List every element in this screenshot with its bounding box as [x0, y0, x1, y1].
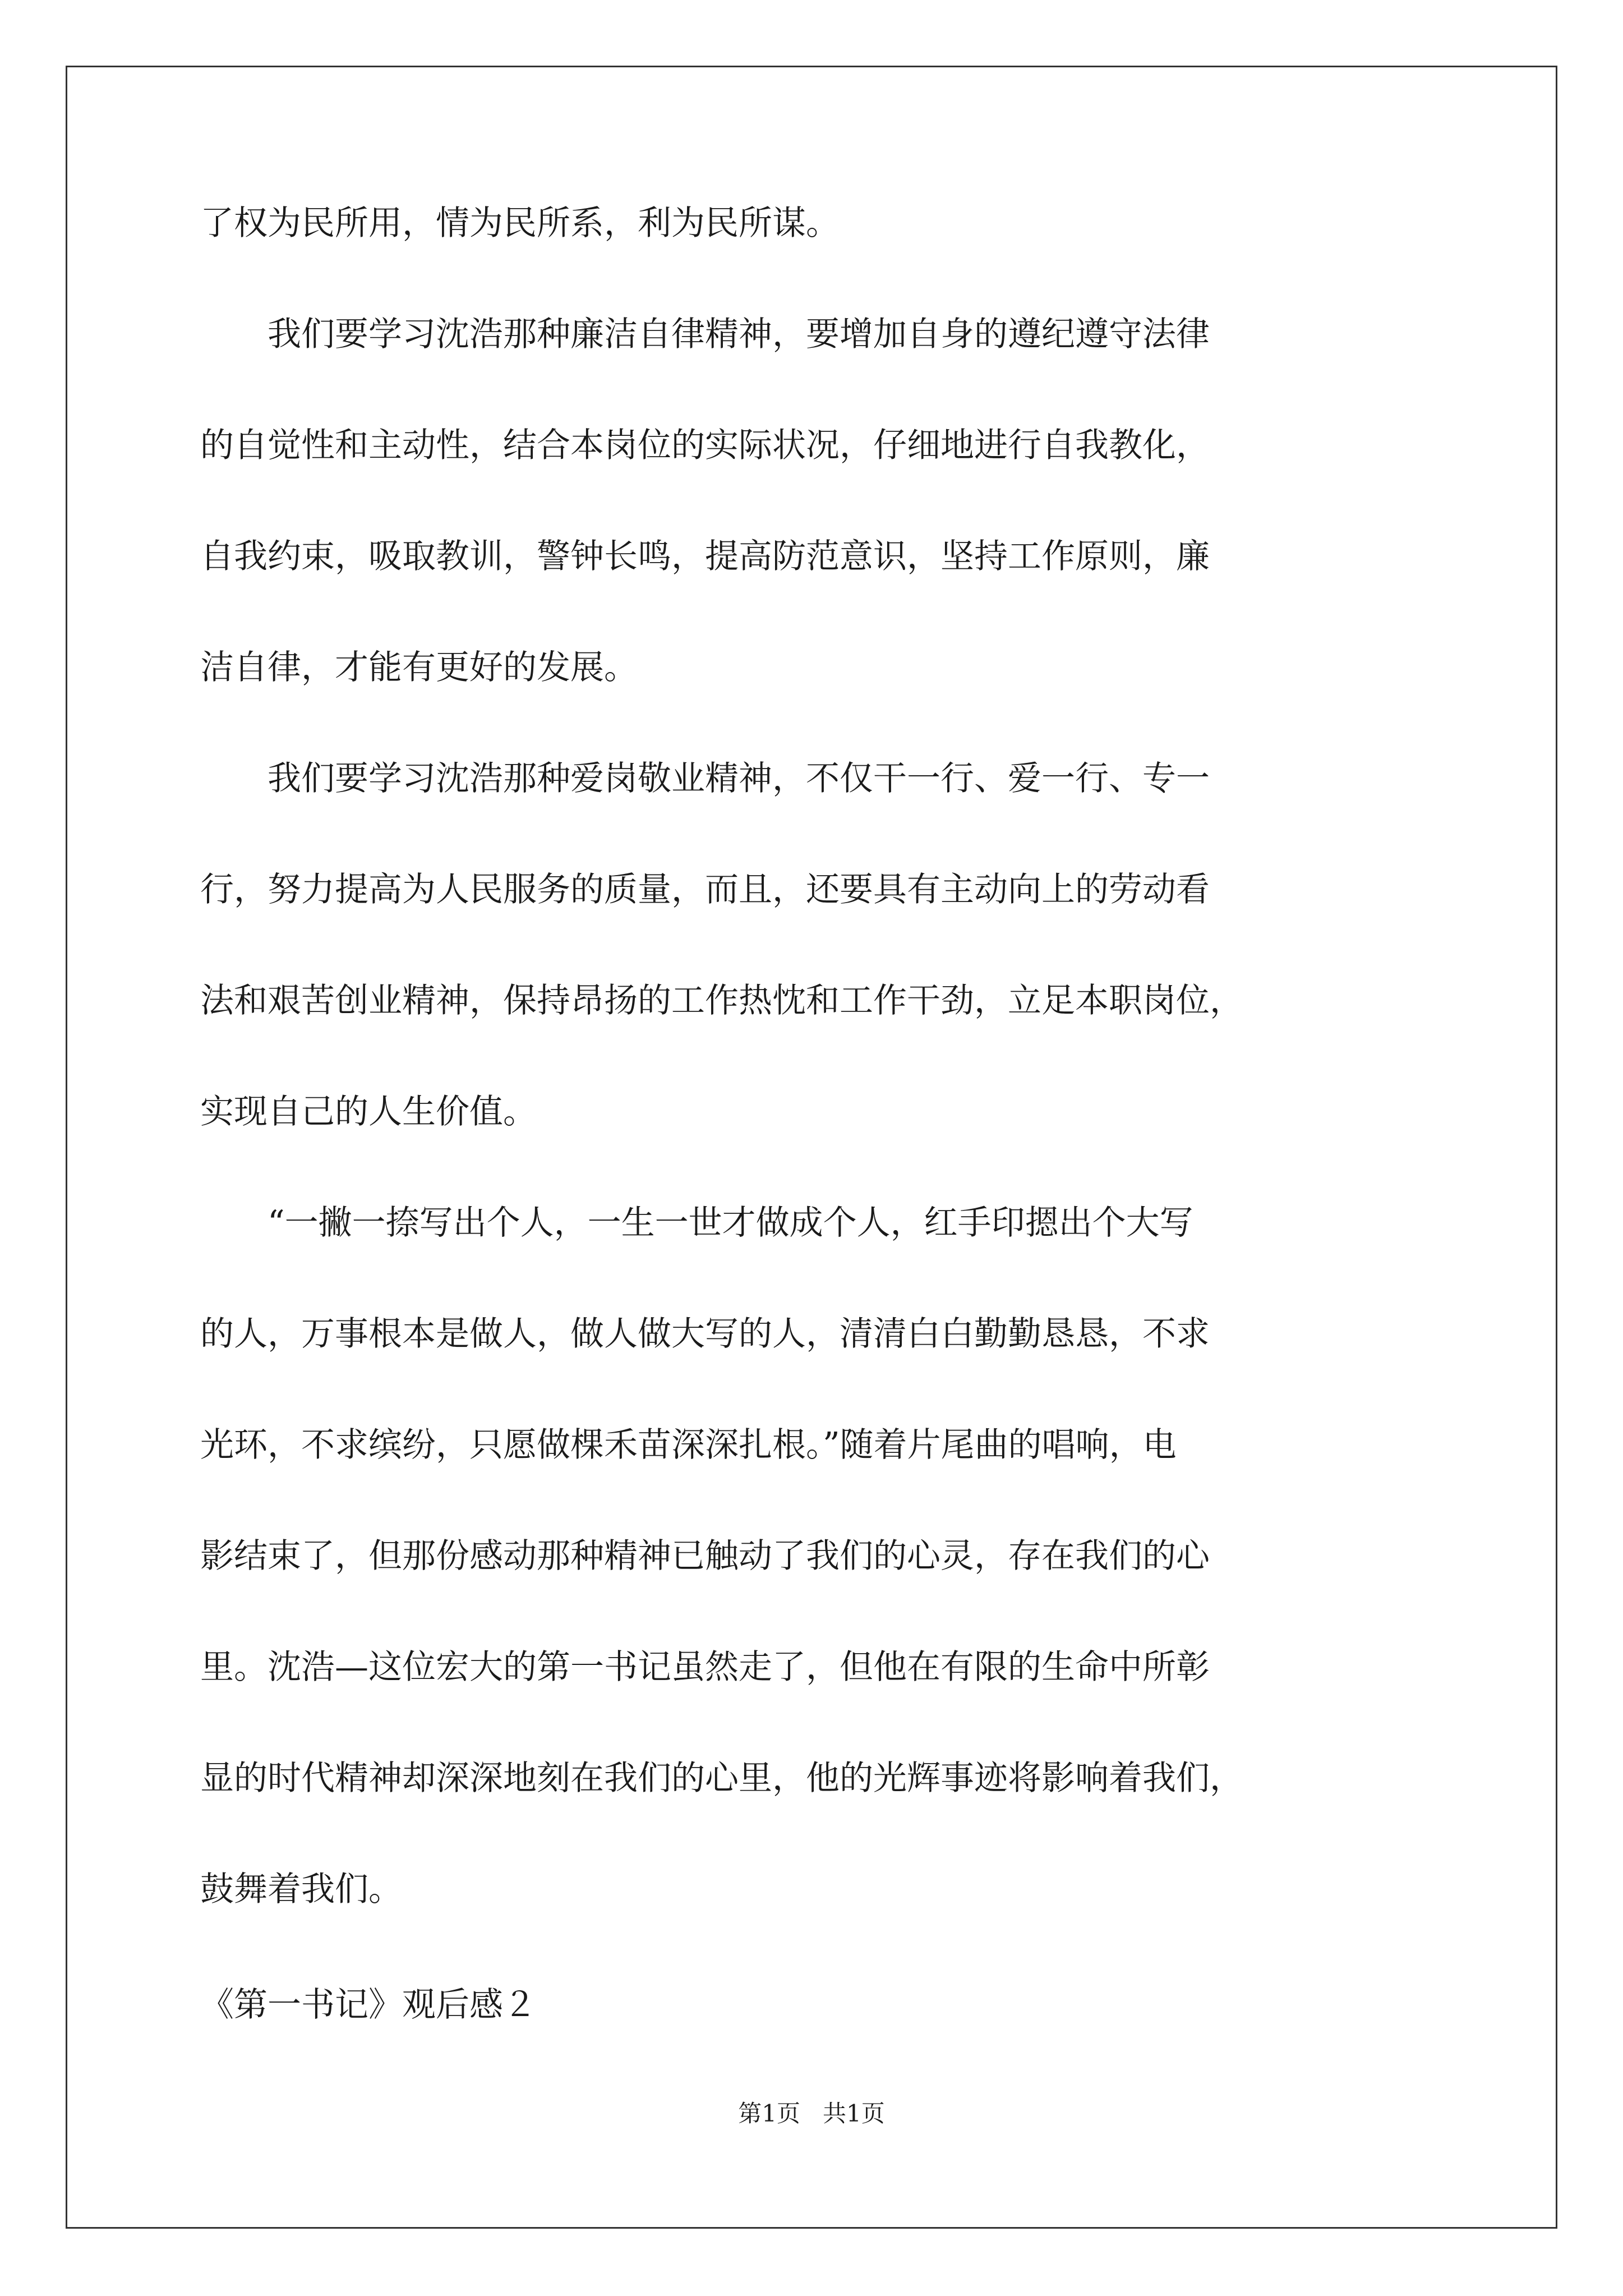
text-line: 的人，万事根本是做人，做人做大写的人，清清白白勤勤恳恳，不求	[200, 1314, 1210, 1354]
text-line: 鼓舞着我们。	[200, 1870, 402, 1909]
text-line: 自我约束，吸取教训，警钟长鸣，提高防范意识，坚持工作原则，廉	[200, 537, 1210, 576]
document-body	[200, 200, 1456, 2028]
text-line: 光环，不求缤纷，只愿做棵禾苗深深扎根。”随着片尾曲的唱响，电	[200, 1425, 1177, 1465]
text-line: 洁自律，才能有更好的发展。	[200, 648, 638, 687]
text-line: 实现自己的人生价值。	[200, 1092, 537, 1131]
text-line: 法和艰苦创业精神，保持昂扬的工作热忱和工作干劲，立足本职岗位，	[200, 981, 1243, 1020]
text-line: 里。沈浩—这位宏大的第一书记虽然走了，但他在有限的生命中所彰	[200, 1648, 1210, 1687]
text-line: 行，努力提高为人民服务的质量，而且，还要具有主动向上的劳动看	[200, 870, 1210, 909]
text-line: 我们要学习沈浩那种廉洁自律精神，要增加自身的遵纪遵守法律	[200, 315, 1210, 354]
section-heading: 《第一书记》观后感２	[200, 1985, 537, 2024]
text-line: “一撇一捺写出个人，一生一世才做成个人，红手印摁出个大写	[200, 1203, 1193, 1243]
text-line: 的自觉性和主动性，结合本岗位的实际状况，仔细地进行自我教化，	[200, 426, 1210, 465]
text-line: 影结束了，但那份感动那种精神已触动了我们的心灵，存在我们的心	[200, 1536, 1210, 1576]
text-line: 我们要学习沈浩那种爱岗敬业精神，不仅干一行、爱一行、专一	[200, 759, 1210, 798]
text-line: 了权为民所用，情为民所系，利为民所谋。	[200, 204, 840, 243]
page-footer: 第1页 共1页	[738, 2100, 885, 2127]
text-line: 显的时代精神却深深地刻在我们的心里，他的光辉事迹将影响着我们，	[200, 1759, 1243, 1798]
